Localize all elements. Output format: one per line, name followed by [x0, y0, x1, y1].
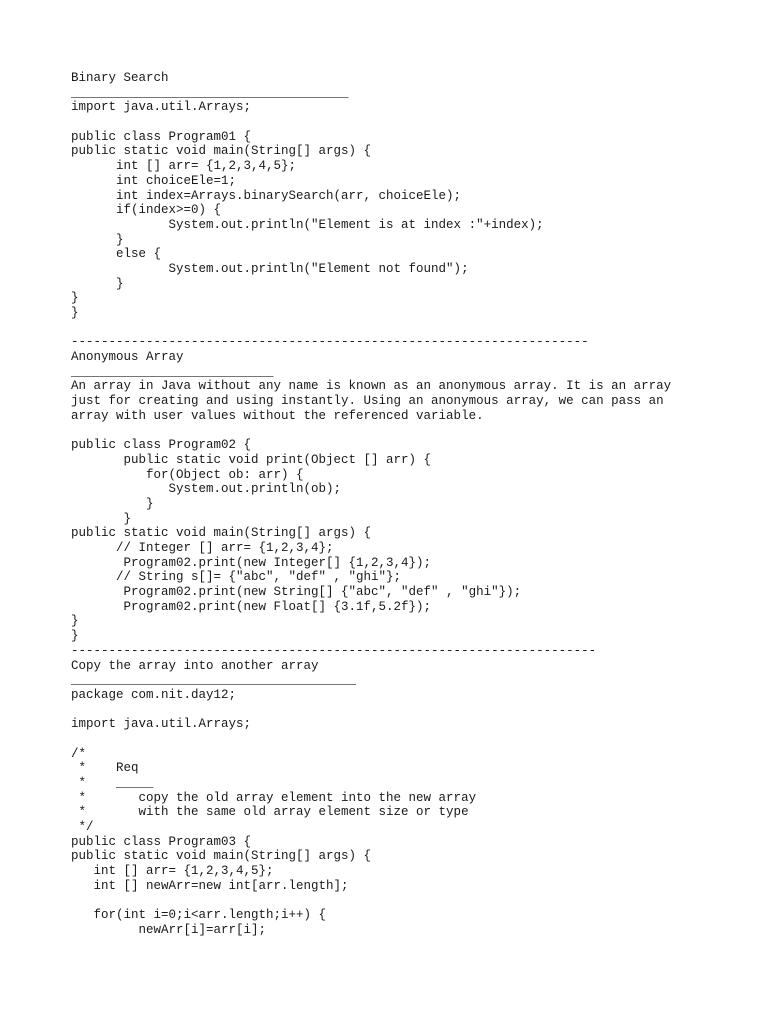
document-line: for(int i=0;i<arr.length;i++) { [71, 908, 327, 923]
document-line: Copy the array into another array [71, 658, 319, 673]
document-line: public class Program01 { [71, 129, 252, 144]
document-line: * with the same old array element size or type [71, 805, 469, 820]
document-line [71, 703, 711, 718]
document-line: } [71, 232, 124, 247]
document-line: --------------------------------------------------------------------- [71, 335, 589, 350]
document-line: } [71, 306, 79, 320]
document-line: } [71, 629, 79, 644]
document-line: int choiceEle=1; [71, 173, 237, 188]
document-line: ______________________________________ [71, 673, 357, 688]
document-line [71, 115, 711, 130]
document-line: just for creating and using instantly. Using an anonymous array, we can pass an [71, 394, 664, 409]
document-line: _____________________________________ [71, 85, 349, 100]
document-line: // String s[]= {"abc", "def" , "ghi"}; [71, 570, 402, 585]
document-line [71, 424, 711, 439]
document-line: } [71, 496, 154, 511]
document-line: } [71, 291, 79, 306]
document-page [71, 71, 711, 938]
document-line: * _____ [71, 776, 154, 790]
document-line: System.out.println("Element not found"); [71, 261, 469, 276]
document-line: * Req [71, 761, 139, 776]
document-line: /* [71, 746, 87, 761]
document-line: } [71, 614, 79, 629]
document-line: An array in Java without any name is known as an anonymous array. It is an array [71, 379, 672, 394]
document-line: if(index>=0) { [71, 203, 222, 218]
document-line: Program02.print(new String[] {"abc", "def" , "ghi"}); [71, 585, 522, 600]
document-line: public static void main(String[] args) { [71, 526, 372, 541]
document-line: newArr[i]=arr[i]; [71, 922, 267, 937]
document-line: import java.util.Arrays; [71, 100, 252, 115]
document-line: int index=Arrays.binarySearch(arr, choiceEle); [71, 188, 462, 203]
document-line: public static void main(String[] args) { [71, 144, 372, 159]
document-line: } [71, 511, 132, 526]
document-line [71, 732, 711, 747]
document-line: array with user values without the referenced variable. [71, 408, 484, 423]
document-line: for(Object ob: arr) { [71, 467, 304, 482]
document-line: public static void main(String[] args) { [71, 849, 372, 864]
document-line: else { [71, 247, 162, 262]
document-line: import java.util.Arrays; [71, 717, 252, 732]
document-line [71, 321, 711, 336]
document-line: Binary Search [71, 71, 169, 85]
document-line: * copy the old array element into the new array [71, 790, 477, 805]
document-line: int [] arr= {1,2,3,4,5}; [71, 159, 297, 174]
document-line: Program02.print(new Float[] {3.1f,5.2f}); [71, 599, 432, 614]
document-line: public class Program03 { [71, 834, 252, 849]
document-line: public class Program02 { [71, 438, 252, 453]
document-line [71, 894, 711, 909]
document-line: int [] newArr=new int[arr.length]; [71, 878, 349, 893]
document-line: */ [71, 820, 94, 835]
document-line: Anonymous Array [71, 350, 184, 365]
document-line: package com.nit.day12; [71, 687, 237, 702]
document-line: ___________________________ [71, 364, 274, 379]
document-line: public static void print(Object [] arr) { [71, 452, 432, 467]
document-line: } [71, 276, 124, 291]
document-line: System.out.println(ob); [71, 482, 342, 497]
document-line: System.out.println("Element is at index :"+index); [71, 217, 544, 232]
document-line: int [] arr= {1,2,3,4,5}; [71, 864, 274, 879]
document-line: // Integer [] arr= {1,2,3,4}; [71, 541, 334, 555]
document-line: Program02.print(new Integer[] {1,2,3,4}); [71, 555, 432, 570]
document-line: ---------------------------------------------------------------------- [71, 643, 597, 658]
